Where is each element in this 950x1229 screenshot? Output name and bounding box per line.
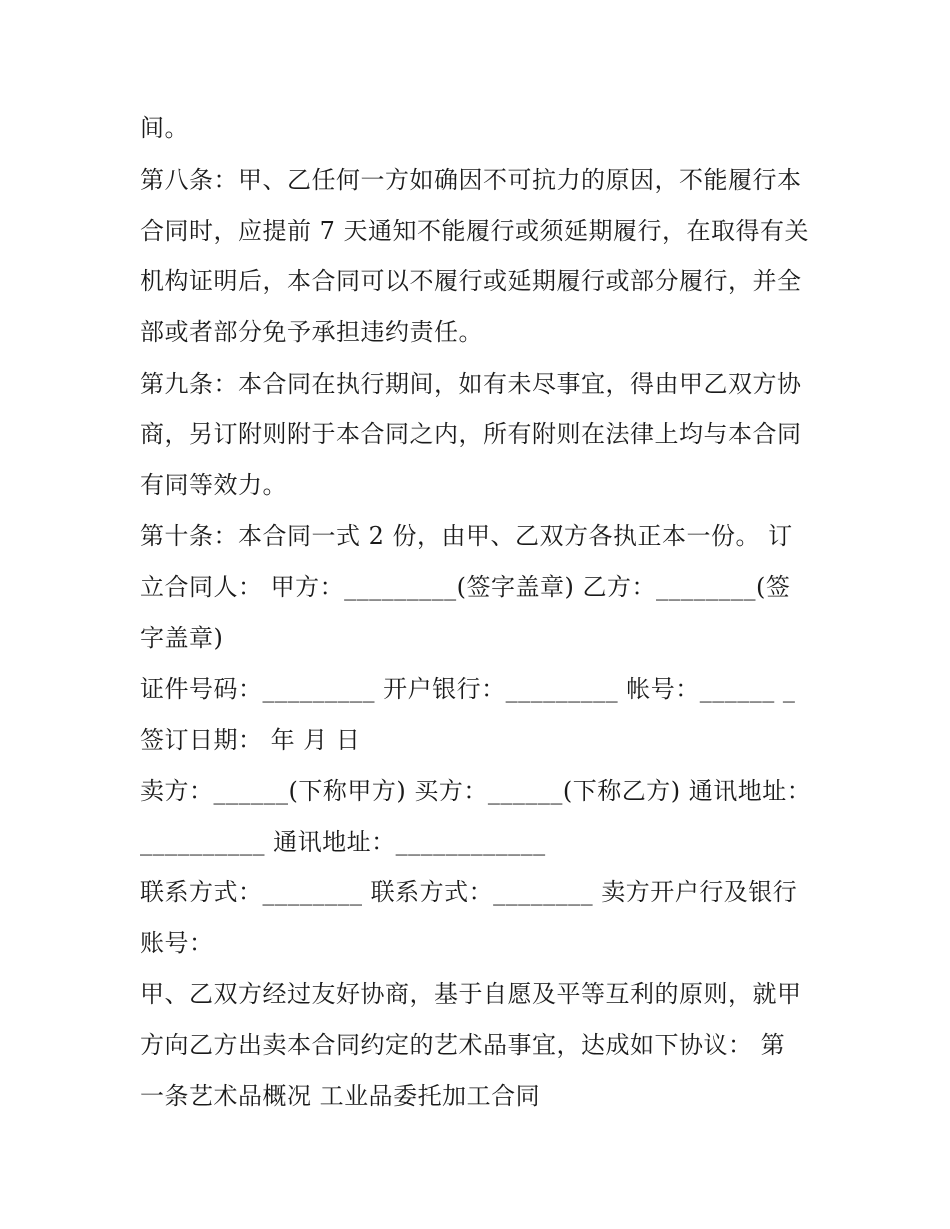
text-line: 卖方：______(下称甲方) 买方：______(下称乙方) 通讯地址： [140, 777, 812, 805]
text-line: 第十条：本合同一式 2 份，由甲、乙双方各执正本一份。 订 [140, 522, 793, 550]
text-line: 部或者部分免予承担违约责任。 [140, 318, 483, 346]
text-line: 间。 [140, 114, 189, 142]
text-line: 第九条：本合同在执行期间，如有未尽事宜，得由甲乙双方协 [140, 370, 802, 398]
text-line: 字盖章) [140, 624, 224, 652]
text-line: 一条艺术品概况 工业品委托加工合同 [140, 1082, 541, 1110]
text-line: 第八条：甲、乙任何一方如确因不可抗力的原因，不能履行本 [140, 166, 802, 194]
text-line: 证件号码：_________ 开户银行：_________ 帐号：______ _ [140, 675, 796, 703]
text-line: 账号： [140, 929, 214, 957]
text-line: 立合同人： 甲方：_________(签字盖章) 乙方：________(签 [140, 573, 791, 601]
text-line: 机构证明后，本合同可以不履行或延期履行或部分履行，并全 [140, 267, 802, 295]
text-line: 联系方式：________ 联系方式：________ 卖方开户行及银行 [140, 878, 798, 906]
text-line: 有同等效力。 [140, 471, 287, 499]
text-line: 甲、乙双方经过友好协商，基于自愿及平等互利的原则，就甲 [140, 980, 802, 1008]
text-line: 合同时，应提前 7 天通知不能履行或须延期履行，在取得有关 [140, 217, 810, 245]
text-line: __________ 通讯地址：____________ [140, 828, 546, 856]
text-line: 商，另订附则附于本合同之内，所有附则在法律上均与本合同 [140, 420, 802, 448]
text-line: 签订日期： 年 月 日 [140, 726, 361, 754]
text-line: 方向乙方出卖本合同约定的艺术品事宜，达成如下协议： 第 [140, 1031, 786, 1059]
